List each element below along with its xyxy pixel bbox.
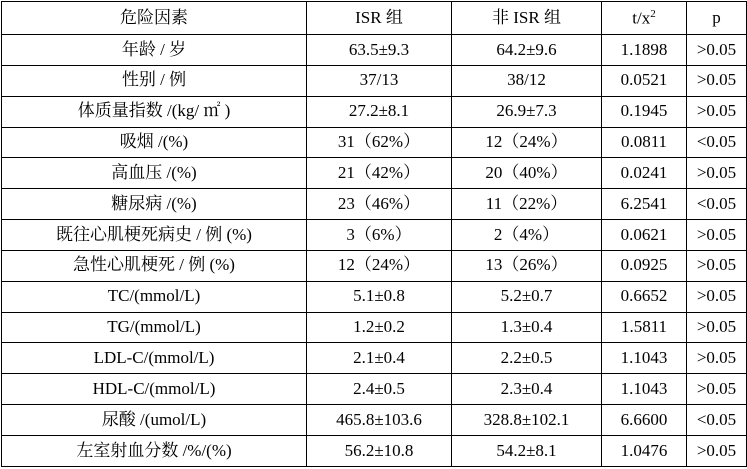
row-factor-label: 急性心肌梗死 / 例 (%): [2, 250, 307, 281]
table-row: [2, 220, 747, 251]
row-stat-value: 0.0925: [602, 250, 687, 281]
table-row: [2, 435, 747, 466]
table-row: [2, 35, 747, 66]
row-non-isr-value: 2.3±0.4: [452, 374, 602, 405]
row-non-isr-value: 11（22%）: [452, 189, 602, 220]
table-row: [2, 65, 747, 96]
row-isr-value: 21（42%）: [307, 158, 452, 189]
row-stat-value: 1.1043: [602, 374, 687, 405]
row-factor-label: 既往心肌梗死病史 / 例 (%): [2, 220, 307, 251]
row-isr-value: 23（46%）: [307, 189, 452, 220]
row-stat-value: 0.0521: [602, 65, 687, 96]
row-stat-value: 0.0241: [602, 158, 687, 189]
row-p-value: >0.05: [687, 220, 747, 251]
risk-factor-table: [1, 1, 747, 467]
row-factor-label: LDL-C/(mmol/L): [2, 343, 307, 374]
row-non-isr-value: 20（40%）: [452, 158, 602, 189]
row-stat-value: 6.6600: [602, 405, 687, 436]
table-row: [2, 250, 747, 281]
row-non-isr-value: 5.2±0.7: [452, 281, 602, 312]
row-isr-value: 56.2±10.8: [307, 435, 452, 466]
row-p-value: <0.05: [687, 405, 747, 436]
row-non-isr-value: 64.2±9.6: [452, 35, 602, 66]
row-isr-value: 27.2±8.1: [307, 96, 452, 127]
row-isr-value: 465.8±103.6: [307, 405, 452, 436]
row-p-value: >0.05: [687, 35, 747, 66]
row-stat-value: 1.1043: [602, 343, 687, 374]
row-non-isr-value: 12（24%）: [452, 127, 602, 158]
row-factor-label: 尿酸 /(umol/L): [2, 405, 307, 436]
row-p-value: >0.05: [687, 96, 747, 127]
header-stat-label: t/x: [632, 8, 651, 28]
row-p-value: >0.05: [687, 374, 747, 405]
table-row: [2, 374, 747, 405]
row-p-value: >0.05: [687, 343, 747, 374]
table-header-row: [2, 2, 747, 35]
row-factor-label: 性别 / 例: [2, 65, 307, 96]
row-factor-label: 左室射血分数 /%/(%): [2, 435, 307, 466]
table-row: [2, 405, 747, 436]
row-stat-value: 6.2541: [602, 189, 687, 220]
row-non-isr-value: 38/12: [452, 65, 602, 96]
row-isr-value: 2.4±0.5: [307, 374, 452, 405]
table-row: [2, 312, 747, 343]
row-p-value: >0.05: [687, 312, 747, 343]
row-p-value: <0.05: [687, 127, 747, 158]
row-stat-value: 1.0476: [602, 435, 687, 466]
row-isr-value: 5.1±0.8: [307, 281, 452, 312]
row-non-isr-value: 54.2±8.1: [452, 435, 602, 466]
row-p-value: >0.05: [687, 435, 747, 466]
row-stat-value: 1.1898: [602, 35, 687, 66]
table-row: [2, 96, 747, 127]
row-stat-value: 0.6652: [602, 281, 687, 312]
row-factor-label: TG/(mmol/L): [2, 312, 307, 343]
table-row: [2, 343, 747, 374]
row-non-isr-value: 13（26%）: [452, 250, 602, 281]
header-cell-p: p: [687, 2, 747, 35]
row-isr-value: 63.5±9.3: [307, 35, 452, 66]
table-row: [2, 189, 747, 220]
row-factor-label: TC/(mmol/L): [2, 281, 307, 312]
header-cell-non-isr: 非 ISR 组: [452, 2, 602, 35]
row-isr-value: 12（24%）: [307, 250, 452, 281]
row-stat-value: 0.0811: [602, 127, 687, 158]
row-isr-value: 2.1±0.4: [307, 343, 452, 374]
row-non-isr-value: 1.3±0.4: [452, 312, 602, 343]
header-cell-factor: 危险因素: [2, 2, 307, 35]
risk-factor-table-container: [0, 1, 747, 469]
table-body: [2, 2, 747, 467]
table-row: [2, 127, 747, 158]
row-factor-label: 体质量指数 /(kg/ ㎡ ): [2, 96, 307, 127]
row-isr-value: 37/13: [307, 65, 452, 96]
row-p-value: >0.05: [687, 65, 747, 96]
row-non-isr-value: 2（4%）: [452, 220, 602, 251]
row-stat-value: 0.0621: [602, 220, 687, 251]
row-factor-label: 高血压 /(%): [2, 158, 307, 189]
row-p-value: >0.05: [687, 281, 747, 312]
header-stat-superscript: 2: [650, 7, 656, 20]
row-factor-label: 吸烟 /(%): [2, 127, 307, 158]
row-isr-value: 31（62%）: [307, 127, 452, 158]
header-cell-stat: [602, 2, 687, 35]
row-stat-value: 0.1945: [602, 96, 687, 127]
row-stat-value: 1.5811: [602, 312, 687, 343]
row-p-value: <0.05: [687, 189, 747, 220]
row-p-value: >0.05: [687, 158, 747, 189]
row-factor-label: 年龄 / 岁: [2, 35, 307, 66]
row-isr-value: 3（6%）: [307, 220, 452, 251]
row-non-isr-value: 26.9±7.3: [452, 96, 602, 127]
table-row: [2, 158, 747, 189]
row-factor-label: 糖尿病 /(%): [2, 189, 307, 220]
row-factor-label: HDL-C/(mmol/L): [2, 374, 307, 405]
table-row: [2, 281, 747, 312]
row-p-value: >0.05: [687, 250, 747, 281]
header-cell-isr: ISR 组: [307, 2, 452, 35]
row-isr-value: 1.2±0.2: [307, 312, 452, 343]
row-non-isr-value: 328.8±102.1: [452, 405, 602, 436]
row-non-isr-value: 2.2±0.5: [452, 343, 602, 374]
